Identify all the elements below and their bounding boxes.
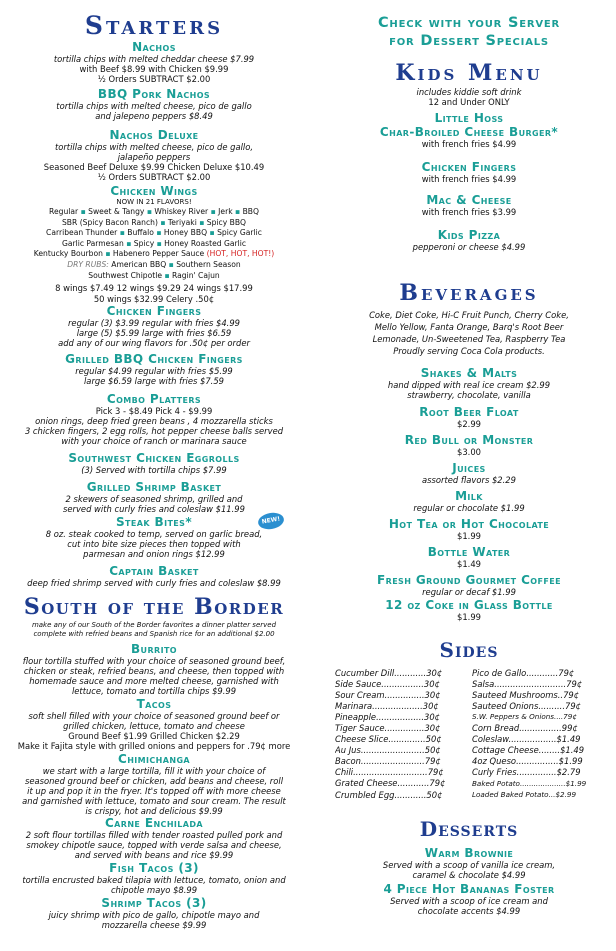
item-name: Grilled Shrimp Basket (86, 480, 222, 494)
item-desc: smokey chipotle sauce, topped with verde salsa and cheese, (26, 840, 282, 850)
flavor: Jerk (218, 207, 233, 216)
side-price: 99¢ (561, 723, 578, 734)
side-leader: ........................ (360, 756, 425, 767)
item-name: Milk (455, 489, 483, 503)
sides-title: Sides (439, 638, 499, 662)
side-price: $2.79 (556, 767, 581, 778)
item-price: with Beef $8.99 with Chicken $9.99 (79, 64, 229, 74)
item-desc: tortilla chips with melted cheese, pico de gallo (56, 101, 252, 111)
side-row (335, 700, 445, 711)
flavor: Ragin' Cajun (172, 270, 220, 280)
bullet-icon: ▪ (154, 238, 165, 248)
item-name: Grilled BBQ Chicken Fingers (65, 352, 243, 366)
item-name: Chimichanga (117, 752, 191, 766)
item-desc: cut into bite size pieces then topped with (67, 539, 241, 549)
side-leader: .. (557, 689, 564, 700)
item-name: Hot Tea or Hot Chocolate (388, 517, 550, 531)
side-leader: ............... (384, 723, 425, 734)
side-price: 30¢ (423, 678, 440, 689)
side-row (335, 734, 445, 745)
item-name: Steak Bites* (115, 515, 192, 529)
shrimp-tacos-item (0, 897, 308, 930)
item-name: Chicken Fingers (421, 160, 517, 174)
item-name: Combo Platters (106, 392, 202, 406)
kids-subtitle (322, 87, 616, 107)
wing-flavor-row (0, 207, 308, 218)
item-price: regular $4.99 regular with fries $5.99 (75, 366, 233, 376)
intro-line: complete with refried beans and Spanish rice for an additional $2.00 (33, 629, 275, 638)
item-name: Nachos (132, 40, 176, 54)
side-leader: ............... (384, 689, 425, 700)
item-name: Bottle Water (427, 545, 511, 559)
side-name: Pineapple (335, 711, 377, 722)
bottle-water-item (322, 545, 616, 569)
item-desc: soft shell filled with your choice of seasoned ground beef or (28, 711, 280, 721)
flavor: Garlic Parmesan (61, 238, 124, 248)
item-note: ½ Orders SUBTRACT $2.00 (97, 74, 211, 84)
shrimp-basket-item (0, 481, 308, 514)
item-desc: onion rings, deep fried green beans , 4 mozzarella sticks (35, 416, 273, 426)
kids-fingers-item (322, 160, 616, 184)
side-row (472, 667, 586, 678)
side-price: 50¢ (426, 789, 443, 800)
side-row (335, 767, 445, 778)
fish-tacos-item (0, 862, 308, 895)
item-name: Kids Pizza (437, 228, 501, 242)
item-name: Chicken Fingers (106, 304, 202, 318)
item-desc: regular or decaf $1.99 (422, 587, 516, 597)
item-price: $2.99 (457, 419, 481, 429)
item-desc: we start with a large tortilla, fill it with your choice of (42, 766, 266, 776)
item-desc: regular or chocolate $1.99 (413, 503, 525, 513)
item-desc: seasoned ground beef or chicken, add beans and cheese, roll (24, 776, 284, 786)
item-desc: and garnished with lettuce, tomato and sour cream. The result (22, 796, 286, 806)
side-row (335, 689, 445, 700)
item-desc: with french fries $4.99 (421, 174, 517, 184)
flavor: Sweet & Tangy (88, 207, 145, 216)
side-leader: ........................... (494, 678, 567, 689)
wing-prices: 8 wings $7.49 12 wings $9.29 24 wings $17.99 (55, 283, 253, 294)
item-desc: chicken or steak, refried beans, and cheese, then topped with (23, 666, 285, 676)
item-price: large $6.59 large with fries $7.59 (83, 376, 224, 386)
intro-line: make any of our South of the Border favorites a dinner platter served (31, 621, 277, 629)
intro-line: Coke, Diet Coke, Hi-C Fruit Punch, Cherry Coke, (369, 310, 569, 320)
side-name: S.W. Peppers & Onions (472, 712, 555, 722)
flavor: Carribean Thunder (46, 228, 118, 238)
item-price: Ground Beef $1.99 Grilled Chicken $2.29 (68, 731, 240, 741)
item-desc: homemade sauce and more melted cheese, garnished with (29, 676, 279, 686)
side-price: $1.99 (558, 756, 583, 767)
side-price: 79¢ (427, 767, 444, 778)
flavor: Regular (49, 207, 79, 216)
item-name: Southwest Chicken Eggrolls (68, 451, 240, 465)
item-desc: deep fried shrimp served with curly fries and coleslaw $8.99 (27, 578, 281, 588)
item-desc: and served with beans and rice $9.99 (74, 850, 234, 860)
little-hoss-item (322, 111, 616, 149)
side-leader: .................. (376, 711, 425, 722)
side-price: 30¢ (424, 689, 441, 700)
item-name: 4 Piece Hot Bananas Foster (383, 882, 555, 896)
side-leader: ............ (394, 667, 427, 678)
side-row (335, 756, 445, 767)
wing-flavor-row (0, 218, 308, 229)
flavor: Spicy (133, 238, 155, 248)
milk-item (322, 489, 616, 513)
shakes-item (322, 366, 616, 400)
item-desc: 3 chicken fingers, 2 egg rolls, hot pepper cheese balls served (24, 426, 284, 436)
side-name: Cottage Cheese (472, 745, 539, 756)
brownie-item (322, 846, 616, 880)
item-name: Root Beer Float (419, 405, 519, 419)
item-price: large (5) $5.99 large with fries $6.59 (76, 328, 232, 338)
item-desc: tortilla chips with melted cheese, pico de gallo, (54, 142, 254, 152)
side-name: Coleslaw (472, 734, 509, 745)
flavor: SBR (Spicy Bacon Ranch) (61, 217, 158, 227)
side-name: Cheese Slice (335, 734, 389, 745)
item-name: Nachos Deluxe (109, 128, 199, 142)
item-desc: assorted flavors $2.29 (422, 475, 516, 485)
side-name: Loaded Baked Potato (472, 790, 549, 800)
item-sub: NOW IN 21 FLAVORS! (116, 198, 192, 206)
side-row (472, 689, 586, 700)
flavor: BBQ (242, 207, 259, 216)
bullet-icon: ▪ (196, 217, 207, 227)
bullet-icon: ▪ (207, 228, 218, 238)
item-name: Mac & Cheese (426, 193, 512, 207)
side-name: Sauteed Onions (472, 700, 539, 711)
sub-line: 12 and Under ONLY (428, 97, 510, 107)
item-name: Tacos (136, 697, 172, 711)
side-name: Au Jus (335, 745, 361, 756)
side-price: 79¢ (424, 756, 441, 767)
side-price: 79¢ (563, 689, 580, 700)
eggrolls-item (0, 452, 308, 475)
item-desc: juicy shrimp with pico de gallo, chipotle mayo and (48, 910, 260, 920)
bbq-nachos-item (0, 88, 308, 121)
item-name: Carne Enchilada (104, 816, 204, 830)
side-leader: ............................ (353, 767, 428, 778)
item-desc: hand dipped with real ice cream $2.99 (387, 380, 551, 390)
side-price: $2.99 (555, 790, 577, 800)
side-leader: .................... (519, 778, 566, 788)
item-desc: Served with a scoop of vanilla ice cream, (382, 860, 556, 870)
side-name: Chili (335, 767, 354, 778)
side-name: Crumbled Egg (335, 789, 395, 800)
side-leader: ........ (538, 745, 561, 756)
bullet-icon: ▪ (123, 238, 134, 248)
item-name: Warm Brownie (424, 846, 514, 860)
kids-pizza-item (322, 228, 616, 252)
side-row (335, 667, 445, 678)
bullet-icon: ▪ (153, 228, 164, 238)
item-desc: jalapeño peppers (117, 152, 191, 162)
wing-flavor-row: Southwest Chipotle ▪ Ragin' Cajun (88, 270, 220, 280)
side-leader: ............... (516, 767, 557, 778)
sides-list-right (472, 667, 612, 800)
item-price: $1.99 (457, 531, 481, 541)
side-row (472, 789, 586, 800)
flavor: Habenero Pepper Sauce (112, 249, 205, 259)
item-note: add any of our wing flavors for .50¢ per order (58, 338, 250, 348)
burrito-item (0, 643, 308, 696)
side-price: $1.99 (565, 778, 587, 788)
side-name: Sauteed Mushrooms (472, 689, 558, 700)
flavor: Honey BBQ (163, 228, 208, 238)
item-price: Pick 3 - $8.49 Pick 4 - $9.99 (95, 406, 213, 416)
coffee-item (322, 573, 616, 597)
side-leader: ................... (372, 700, 423, 711)
item-desc: Served with a scoop of ice cream and (390, 896, 548, 906)
side-price: 79¢ (564, 700, 581, 711)
mac-cheese-item (322, 193, 616, 217)
side-leader: .................. (508, 734, 557, 745)
item-desc: 2 skewers of seasoned shrimp, grilled and (65, 494, 243, 504)
juices-item (322, 461, 616, 485)
item-desc: and jalepeno peppers $8.49 (95, 111, 213, 121)
side-name: Sour Cream (335, 689, 385, 700)
item-name: Juices (452, 461, 486, 475)
enchilada-item (0, 817, 308, 860)
item-name: Red Bull or Monster (404, 433, 534, 447)
side-leader: ............ (526, 667, 559, 678)
item-desc: served with curly fries and coleslaw $11.99 (63, 504, 245, 514)
side-name: Curly Fries (472, 767, 517, 778)
desserts-title: Desserts (419, 817, 519, 841)
item-name: Shakes & Malts (420, 366, 518, 380)
chimichanga-item (0, 753, 308, 816)
intro-line: Lemonade, Un-Sweetened Tea, Raspberry Tea (372, 334, 566, 344)
item-name: Fresh Ground Gourmet Coffee (377, 573, 561, 587)
dry-rubs-row: DRY RUBS: American BBQ ▪ Southern Season (67, 259, 241, 269)
item-name: Captain Basket (109, 564, 199, 578)
wing-prices: 50 wings $32.99 Celery .50¢ (93, 294, 215, 305)
side-leader: .... (554, 712, 564, 722)
item-name: Chicken Wings (110, 184, 198, 198)
nachos-item (0, 41, 308, 84)
wing-flavors (0, 207, 308, 249)
item-desc: tortilla chips with melted cheddar cheese $7.99 (53, 54, 255, 64)
chicken-wings-item (0, 185, 308, 305)
side-price: 50¢ (425, 734, 442, 745)
side-price: 79¢ (563, 712, 577, 722)
side-price: 50¢ (424, 745, 441, 756)
item-desc: parmesan and onion rings $12.99 (83, 549, 225, 559)
bullet-icon: ▪ (144, 207, 155, 216)
side-name: Baked Potato (472, 778, 520, 788)
chicken-fingers-item (0, 305, 308, 348)
side-leader: ................ (519, 723, 562, 734)
item-desc: caramel & chocolate $4.99 (412, 870, 526, 880)
side-row (472, 711, 586, 722)
side-row (335, 745, 445, 756)
side-leader: .......... (538, 700, 565, 711)
root-beer-float-item (322, 405, 616, 429)
side-leader: ................ (516, 756, 559, 767)
side-name: Salsa (472, 678, 495, 689)
side-row (335, 778, 445, 789)
item-price: regular (3) $3.99 regular with fries $4.99 (67, 318, 241, 328)
side-price: 30¢ (424, 723, 441, 734)
tacos-item (0, 698, 308, 751)
nachos-deluxe-item (0, 129, 308, 182)
side-price: 30¢ (426, 667, 443, 678)
bullet-icon: ▪ (117, 228, 128, 238)
coke-glass-item (322, 598, 616, 622)
item-desc: chocolate accents $4.99 (417, 906, 521, 916)
intro-line: Mello Yellow, Fanta Orange, Barq's Root Beer (374, 322, 564, 332)
flavor: Southwest Chipotle (88, 270, 163, 280)
item-desc: (3) Served with tortilla chips $7.99 (81, 465, 227, 475)
new-badge: NEW! (257, 511, 285, 531)
flavor: Buffalo (127, 228, 154, 238)
item-name: Char-Broiled Cheese Burger* (379, 125, 559, 139)
hot-warning: (HOT, HOT, HOT!) (206, 249, 275, 259)
side-name: Cucumber Dill (335, 667, 395, 678)
side-row (472, 778, 586, 789)
side-leader: ... (548, 790, 556, 800)
wing-flavor-row (0, 228, 308, 239)
grilled-fingers-item (0, 353, 308, 386)
bullet-icon: ▪ (232, 207, 243, 216)
item-desc: strawberry, chocolate, vanilla (407, 390, 531, 400)
side-name: Grated Cheese (335, 778, 398, 789)
side-price: $1.49 (556, 734, 581, 745)
sides-list-left (335, 667, 447, 800)
sides-table (335, 667, 445, 800)
side-row (472, 756, 586, 767)
side-leader: ............ (394, 789, 427, 800)
side-row (472, 678, 586, 689)
wing-flavor-row (0, 239, 308, 250)
item-price: $3.00 (457, 447, 481, 457)
flavor: Spicy Garlic (217, 228, 262, 238)
side-price: 79¢ (558, 667, 575, 678)
south-intro (0, 621, 308, 638)
bananas-foster-item (322, 882, 616, 916)
side-leader: ................ (381, 678, 424, 689)
side-row (335, 722, 445, 733)
item-price: Seasoned Beef Deluxe $9.99 Chicken Deluxe $10.49 (43, 162, 265, 172)
side-price: 79¢ (429, 778, 446, 789)
side-row (472, 745, 586, 756)
dessert-specials-note (322, 14, 616, 50)
item-name: Burrito (131, 642, 177, 656)
bullet-icon: ▪ (157, 217, 168, 227)
kids-title: Kids Menu (395, 60, 543, 86)
flavor: Spicy BBQ (206, 217, 247, 227)
bullet-icon: ▪ (78, 207, 89, 216)
item-desc: mozzarella cheese $9.99 (101, 920, 207, 930)
item-desc: is crispy, hot and delicious $9.99 (85, 806, 223, 816)
item-desc: pepperoni or cheese $4.99 (412, 242, 526, 252)
item-desc: chipotle mayo $8.99 (110, 885, 198, 895)
flavor: Kentucky Bourbon (33, 249, 103, 259)
item-desc: flour tortilla stuffed with your choice of seasoned ground beef, (22, 656, 286, 666)
side-row (472, 722, 586, 733)
item-desc: 2 soft flour tortillas filled with tender roasted pulled pork and (25, 830, 283, 840)
item-desc: lettuce, tomato and tortilla chips $9.99 (71, 686, 237, 696)
starters-title: Starters (84, 11, 224, 40)
beverages-title: Beverages (399, 280, 539, 306)
note-line: Check with your Server (377, 15, 561, 31)
side-row (472, 700, 586, 711)
item-price: $1.49 (457, 559, 481, 569)
captain-basket-item (0, 565, 308, 588)
note-line: for Dessert Specials (389, 33, 549, 49)
side-row (335, 789, 445, 800)
flavor: Teriyaki (167, 217, 197, 227)
flavor: American BBQ (111, 259, 167, 269)
sub-line: includes kiddie soft drink (416, 87, 522, 97)
flavor: Southern Season (176, 259, 241, 269)
hot-tea-item (322, 517, 616, 541)
item-name: Fish Tacos (3) (109, 861, 199, 875)
item-desc: with french fries $3.99 (421, 207, 517, 217)
item-desc: it up and pop it in the fryer. It's topped off with more cheese (27, 786, 281, 796)
side-price: 30¢ (424, 711, 441, 722)
side-name: Side Sauce (335, 678, 382, 689)
side-name: Pico de Gallo (472, 667, 527, 678)
side-price: 79¢ (566, 678, 583, 689)
bullet-icon: ▪ (208, 207, 219, 216)
item-note: Make it Fajita style with grilled onions and peppers for .79¢ more (17, 741, 291, 751)
intro-line: Proudly serving Coca Cola products. (393, 346, 545, 356)
flavor: Honey Roasted Garlic (164, 238, 247, 248)
item-name: Shrimp Tacos (3) (101, 896, 207, 910)
side-leader: ........................ (360, 745, 425, 756)
item-note: ½ Orders SUBTRACT $2.00 (97, 172, 211, 182)
side-price: $1.49 (560, 745, 585, 756)
flavor: Whiskey River (154, 207, 209, 216)
side-row (472, 734, 586, 745)
item-name: Little Hoss (434, 111, 504, 125)
side-price: 30¢ (422, 700, 439, 711)
side-row (335, 711, 445, 722)
item-desc: with your choice of ranch or marinara sauce (61, 436, 247, 446)
side-name: Bacon (335, 756, 361, 767)
item-desc: tortilla encrusted baked tilapia with lettuce, tomato, onion and (22, 875, 286, 885)
item-name: 12 oz Coke in Glass Bottle (385, 598, 553, 612)
sides-table (472, 667, 586, 800)
beverages-intro (322, 309, 616, 357)
side-name: 4oz Queso (472, 756, 517, 767)
side-row (472, 767, 586, 778)
item-desc: 8 oz. steak cooked to temp, served on garlic bread, (45, 529, 263, 539)
combo-platters-item (0, 393, 308, 446)
south-title: South of the Border (23, 594, 285, 620)
side-leader: .............. (388, 734, 426, 745)
side-name: Tiger Sauce (335, 723, 385, 734)
item-price: $1.99 (457, 612, 481, 622)
side-name: Marinara (335, 700, 373, 711)
side-row (335, 678, 445, 689)
item-name: BBQ Pork Nachos (97, 87, 211, 101)
item-desc: with french fries $4.99 (421, 139, 517, 149)
red-bull-item (322, 433, 616, 457)
item-desc: grilled chicken, lettuce, tomato and cheese (63, 721, 245, 731)
side-leader: ............ (397, 778, 430, 789)
dry-rubs-label: DRY RUBS: (67, 259, 109, 269)
wing-flavor-row: Kentucky Bourbon ▪ Habenero Pepper Sauce (HOT, HOT, HOT!) (33, 249, 275, 259)
side-name: Corn Bread (472, 723, 520, 734)
